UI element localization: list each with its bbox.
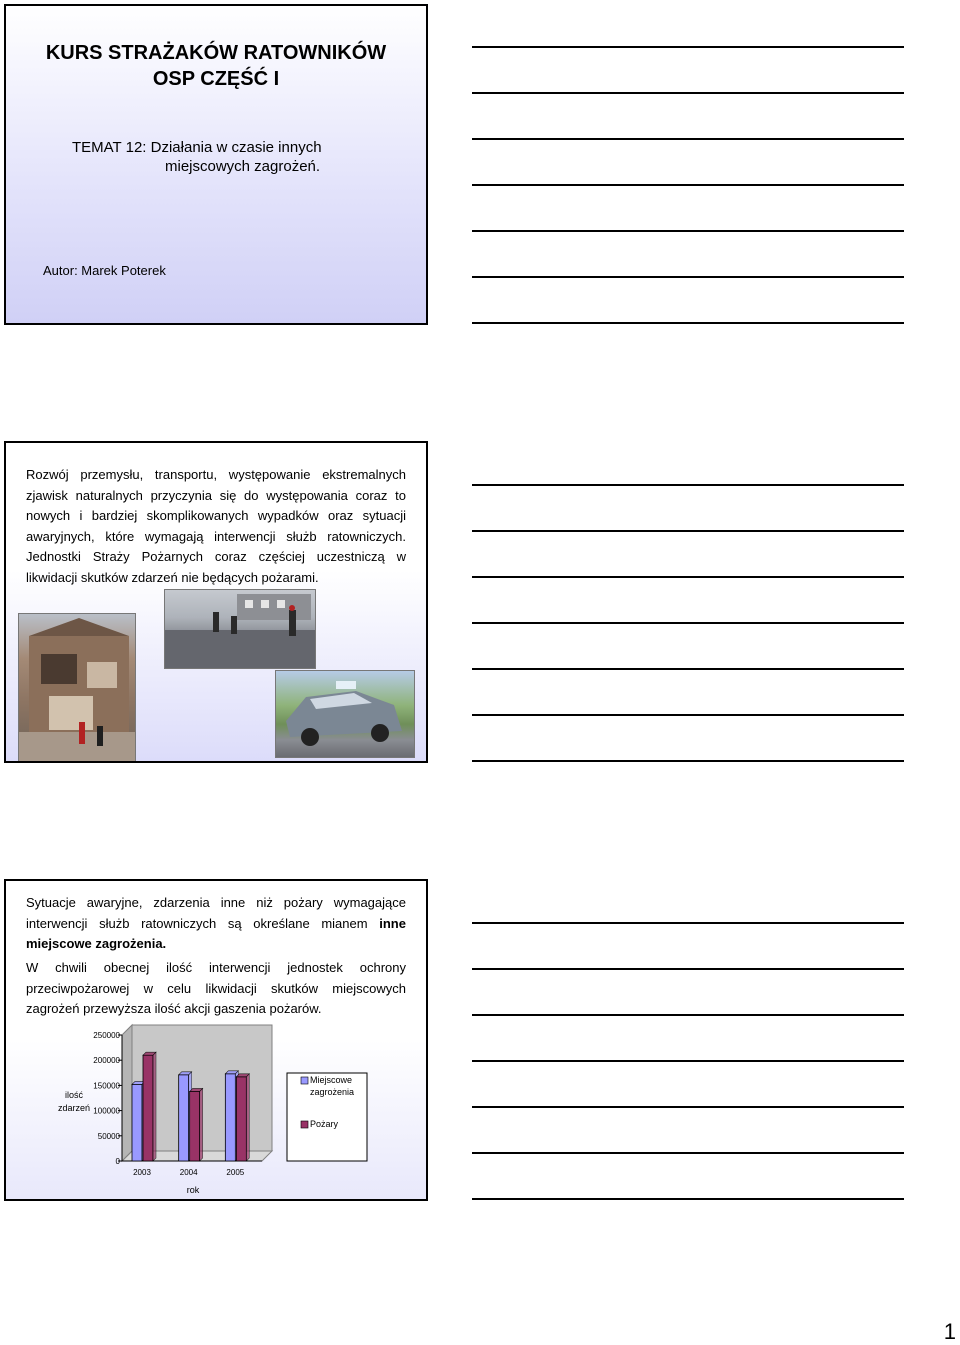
y-tick-label: 200000 [93,1056,120,1066]
title-line-1: KURS STRAŻAKÓW RATOWNIKÓW [45,42,387,64]
note-line [472,230,904,232]
bar-pożary-2005 [236,1077,246,1161]
bar-side [246,1074,249,1161]
car-illustration [276,671,414,757]
interventions-bar-chart [6,1023,428,1201]
legend-label: zagrożenia [310,1087,355,1097]
bar-pożary-2004 [190,1091,200,1161]
note-line [472,322,904,324]
chart-side-wall [122,1025,132,1161]
definition-text: Sytuacje awaryjne, zdarzenia inne niż pożary wymagające interwencji służb ratowniczych są określane mianem [26,895,406,931]
author: Autor: Marek Poterek [43,263,166,278]
note-line [472,46,904,48]
subtitle-line-2: miejscowych zagrożeń. [165,158,321,175]
legend-label: Pożary [310,1119,339,1129]
note-line [472,968,904,970]
note-line [472,1060,904,1062]
note-line [472,622,904,624]
note-line [472,576,904,578]
title-line-2: OSP CZĘŚĆ I [152,68,280,90]
building-illustration [19,614,135,762]
bar-miejscowe-zagrożenia-2005 [225,1074,235,1161]
x-tick-label: 2003 [133,1168,151,1177]
bar-miejscowe-zagrożenia-2003 [132,1084,142,1161]
subtitle-line-1: TEMAT 12: Działania w czasie innych [72,139,322,156]
y-tick-label: 150000 [93,1081,120,1091]
note-line [472,1198,904,1200]
note-line [472,714,904,716]
photo-car-crash [275,670,415,758]
note-line [472,1014,904,1016]
slide-subtitle [72,138,402,176]
bar-side [200,1088,203,1161]
note-line [472,922,904,924]
note-line [472,760,904,762]
page-number: 1 [943,1319,956,1344]
slide-title [4,4,428,325]
note-line [472,138,904,140]
bar-miejscowe-zagrożenia-2004 [179,1075,189,1161]
bar-side [153,1052,156,1161]
note-line [472,530,904,532]
y-axis-label-line-1: ilość [64,1090,84,1100]
y-tick-label: 50000 [97,1131,120,1141]
note-line [472,184,904,186]
y-axis-label-line-2: zdarzeń [57,1103,91,1113]
note-line [472,668,904,670]
note-line [472,484,904,486]
photo-flood-rescue [164,589,316,669]
y-tick-label: 100000 [93,1106,120,1116]
slide-statistics [4,879,428,1201]
statistics-paragraph: W chwili obecnej ilość interwencji jednostek ochrony przeciwpożarowej w celu likwidacji skutków miejscowych zagrożeń przewyższa ilość akcji gaszenia pożarów. [26,960,406,1017]
note-line [472,276,904,278]
slide-title-heading [6,40,426,92]
definition-paragraph [26,893,406,955]
x-tick-label: 2004 [179,1168,198,1177]
y-tick-label: 0 [115,1157,120,1166]
intro-paragraph: Rozwój przemysłu, transportu, występowanie ekstremalnych zjawisk naturalnych przyczynia się do występowania coraz to nowych i bardziej skomplikowanych wypadków oraz sytuacji awaryjnych, które wymagają interwencji służb ratowniczych. Jednostki Straży Pożarnych coraz częściej uczestniczą w likwidacji skutków zdarzeń nie będących pożarami. [26,467,406,585]
note-line [472,92,904,94]
slide-introduction [4,441,428,763]
note-line [472,1106,904,1108]
legend-swatch [301,1121,308,1128]
x-axis-label: rok [186,1185,200,1195]
y-tick-label: 250000 [93,1031,120,1040]
note-line [472,1152,904,1154]
bar-pożary-2003 [143,1055,153,1161]
legend-label: Miejscowe [310,1075,353,1085]
legend-swatch [301,1077,308,1084]
x-tick-label: 2005 [226,1168,245,1177]
photo-collapsed-building [18,613,136,763]
flood-illustration [165,590,315,668]
definition-term: inne miejscowe zagrożenia. [26,915,406,952]
